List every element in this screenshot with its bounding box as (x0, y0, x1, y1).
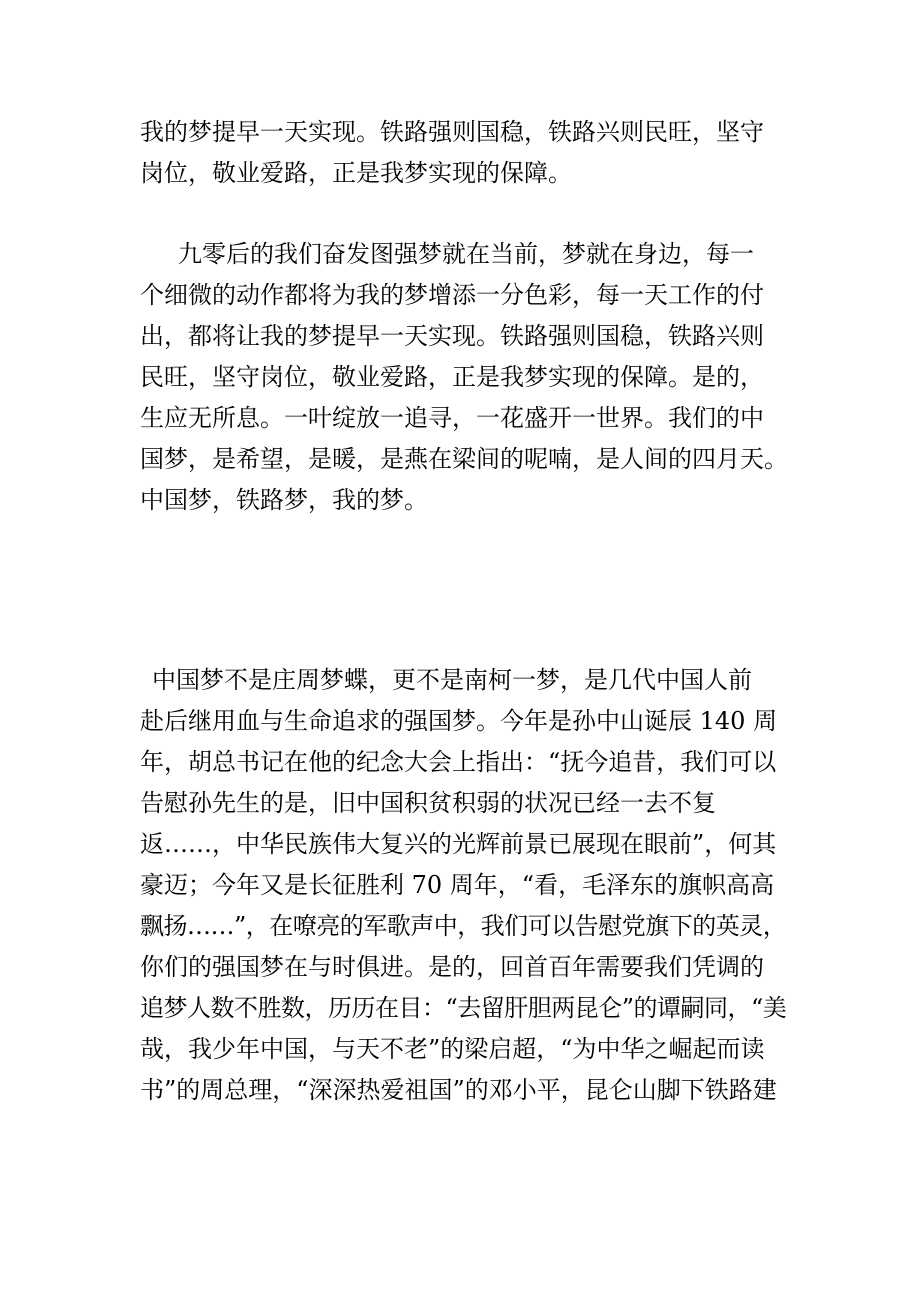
paragraph-line: 出，都将让我的梦提早一天实现。铁路强则国稳，铁路兴则 (140, 322, 764, 350)
paragraph-line: 岗位，敬业爱路，正是我梦实现的保障。 (140, 159, 572, 187)
paragraph-line: 国梦，是希望，是暖，是燕在梁间的呢喃，是人间的四月天。 (140, 445, 788, 473)
paragraph-1 (140, 112, 790, 194)
paragraph-2 (140, 234, 790, 521)
paragraph-line: 飘扬……”，在嘹亮的军歌声中，我们可以告慰党旗下的英灵， (140, 912, 787, 940)
paragraph-line: 生应无所息。一叶绽放一追寻，一花盛开一世界。我们的中 (140, 404, 764, 432)
paragraph-line: 告慰孙先生的是，旧中国积贫积弱的状况已经一去不复 (140, 789, 716, 817)
paragraph-line: 你们的强国梦在与时俱进。是的，回首百年需要我们凭调的 (140, 953, 764, 981)
paragraph-line: 豪迈；今年又是长征胜利 70 周年，“看，毛泽东的旗帜高高 (140, 871, 775, 899)
paragraph-line: 哉，我少年中国，与天不老”的梁启超，“为中华之崛起而读 (140, 1035, 765, 1063)
paragraph-line: 九零后的我们奋发图强梦就在当前，梦就在身边，每一 (178, 240, 754, 268)
paragraph-line: 个细微的动作都将为我的梦增添一分色彩，每一天工作的付 (140, 281, 764, 309)
paragraph-line: 书”的周总理，“深深热爱祖国”的邓小平，昆仑山脚下铁路建 (140, 1076, 777, 1104)
paragraph-3 (140, 660, 790, 1111)
paragraph-line: 年，胡总书记在他的纪念大会上指出：“抚今追昔，我们可以 (140, 748, 777, 776)
paragraph-line: 返……，中华民族伟大复兴的光辉前景已展现在眼前”，何其 (140, 830, 777, 858)
paragraph-line: 追梦人数不胜数，历历在目：“去留肝胆两昆仑”的谭嗣同，“美 (140, 994, 787, 1022)
paragraph-line: 民旺，坚守岗位，敬业爱路，正是我梦实现的保障。是的， (140, 363, 764, 391)
paragraph-line: 赴后继用血与生命追求的强国梦。今年是孙中山诞辰 140 周 (140, 707, 778, 735)
paragraph-line: 我的梦提早一天实现。铁路强则国稳，铁路兴则民旺，坚守 (140, 118, 764, 146)
paragraph-line: 中国梦，铁路梦，我的梦。 (140, 486, 428, 514)
paragraph-line: 中国梦不是庄周梦蝶，更不是南柯一梦，是几代中国人前 (152, 666, 752, 694)
